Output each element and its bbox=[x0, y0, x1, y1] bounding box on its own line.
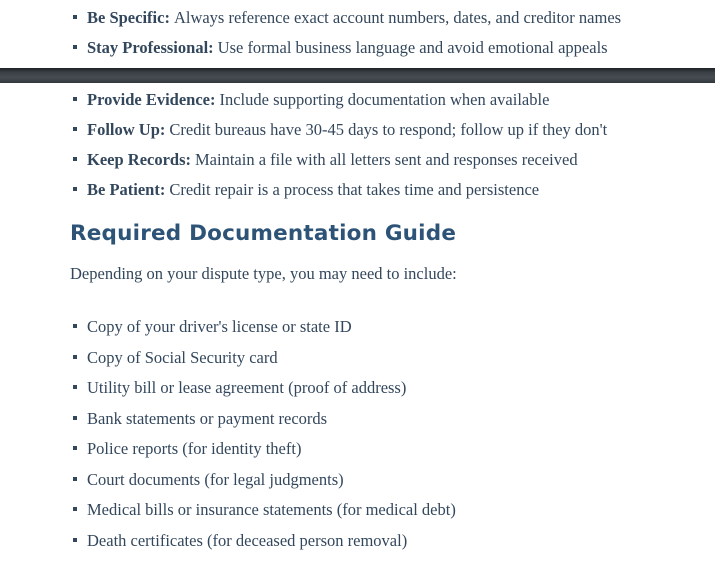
tip-text: Maintain a file with all letters sent and responses received bbox=[195, 150, 578, 169]
tip-label: Stay Professional: bbox=[87, 38, 214, 57]
tip-label: Provide Evidence: bbox=[87, 90, 216, 109]
document-text: Court documents (for legal judgments) bbox=[87, 469, 344, 489]
tip-text: Use formal business language and avoid emotional appeals bbox=[217, 38, 608, 57]
square-bullet-icon bbox=[73, 416, 77, 420]
document-item bbox=[70, 378, 685, 397]
square-bullet-icon bbox=[73, 97, 77, 101]
tip-item-be-specific bbox=[70, 8, 685, 27]
documents-list bbox=[70, 317, 685, 550]
document-text: Utility bill or lease agreement (proof of address) bbox=[87, 378, 407, 397]
square-bullet-icon bbox=[73, 127, 77, 131]
tips-list-bottom bbox=[70, 90, 685, 199]
tip-label: Be Specific: bbox=[87, 8, 170, 27]
square-bullet-icon bbox=[73, 477, 77, 481]
document-text: Bank statements or payment records bbox=[87, 408, 328, 428]
document-text: Copy of your driver's license or state ID bbox=[87, 317, 352, 336]
square-bullet-icon bbox=[73, 45, 77, 49]
section-intro: Depending on your dispute type, you may need to include: bbox=[70, 264, 457, 283]
tip-text: Credit repair is a process that takes time and persistence bbox=[169, 180, 540, 199]
square-bullet-icon bbox=[73, 538, 77, 542]
square-bullet-icon bbox=[73, 446, 77, 450]
page-break-divider bbox=[0, 68, 715, 83]
document-item bbox=[70, 317, 685, 336]
document-item bbox=[70, 531, 685, 550]
square-bullet-icon bbox=[73, 385, 77, 389]
tip-item-follow-up bbox=[70, 120, 685, 139]
square-bullet-icon bbox=[73, 187, 77, 191]
document-item bbox=[70, 439, 685, 458]
tip-text: Credit bureaus have 30-45 days to respond; follow up if they don't bbox=[169, 120, 608, 139]
square-bullet-icon bbox=[73, 157, 77, 161]
document-item bbox=[70, 470, 685, 489]
tip-text: Always reference exact account numbers, dates, and creditor names bbox=[173, 8, 622, 27]
document-item bbox=[70, 348, 685, 367]
document-text: Death certificates (for deceased person removal) bbox=[87, 530, 408, 550]
tip-label: Keep Records: bbox=[87, 150, 192, 169]
document-body bbox=[0, 8, 715, 550]
document-item bbox=[70, 409, 685, 428]
tip-item-provide-evidence bbox=[70, 90, 685, 109]
square-bullet-icon bbox=[73, 15, 77, 19]
tip-item-be-patient bbox=[70, 180, 685, 199]
tip-item-keep-records bbox=[70, 150, 685, 169]
document-text: Copy of Social Security card bbox=[87, 347, 278, 367]
square-bullet-icon bbox=[73, 355, 77, 359]
document-text: Medical bills or insurance statements (for medical debt) bbox=[87, 500, 456, 519]
tip-text: Include supporting documentation when available bbox=[219, 90, 550, 109]
square-bullet-icon bbox=[73, 324, 77, 328]
document-text: Police reports (for identity theft) bbox=[87, 439, 302, 458]
tip-label: Follow Up: bbox=[87, 120, 166, 139]
section-heading: Required Documentation Guide bbox=[70, 221, 457, 246]
square-bullet-icon bbox=[73, 507, 77, 511]
tip-item-stay-professional bbox=[70, 38, 685, 57]
tips-list-top bbox=[70, 8, 685, 57]
tip-label: Be Patient: bbox=[87, 180, 166, 199]
document-item bbox=[70, 500, 685, 519]
